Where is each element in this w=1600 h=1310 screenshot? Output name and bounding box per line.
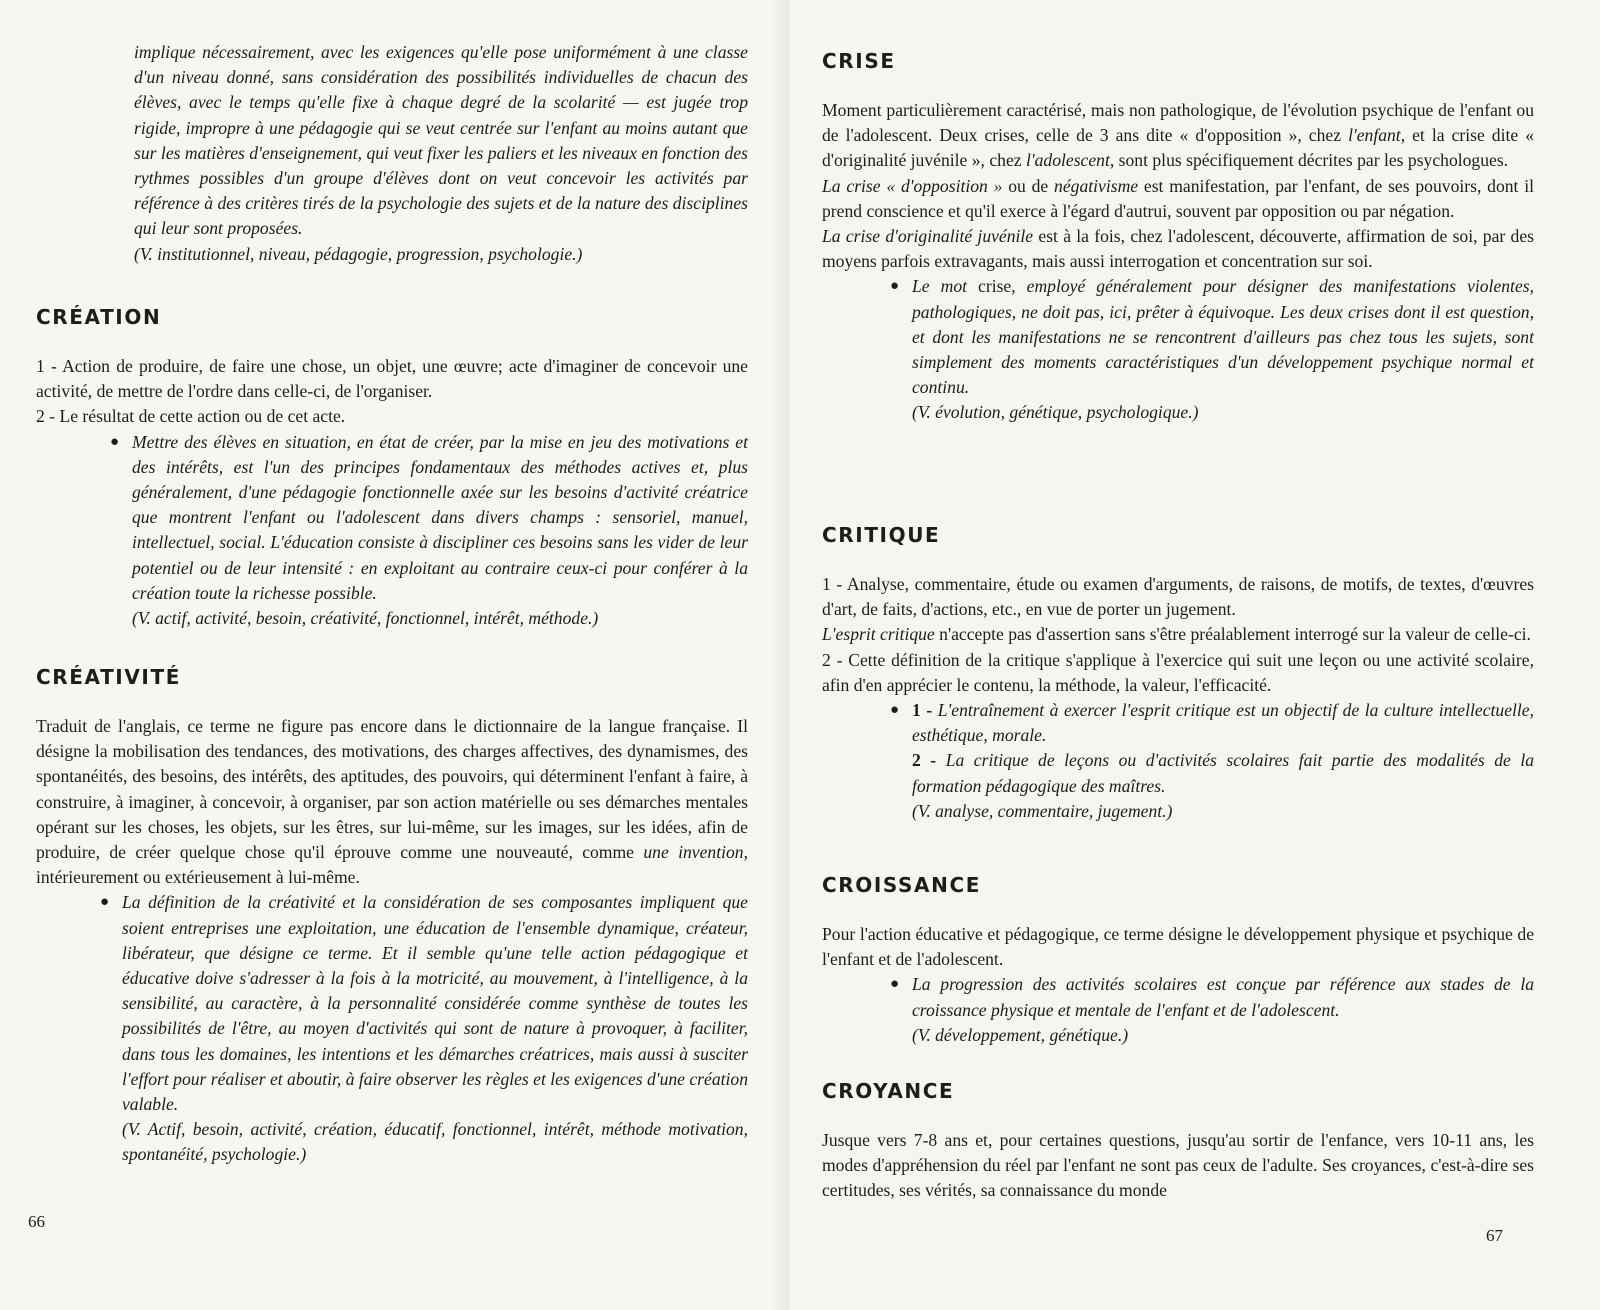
entry-crise: [822, 48, 1534, 426]
crise-note: ● Le mot crise, employé généralement pour désigner des manifestations violentes, pathologiques, ne doit pas, ici, prêter à équivoque. Les deux crises dont il est question, et dont les manifestations ne se rencontrent d'ailleurs pas chez tous les sujets, sont simplement des moments caractéristiques d'un développement psychique normal et continu. (V. évolution, génétique, psychologique.): [912, 274, 1534, 425]
entry-creation: [36, 304, 748, 631]
critique-note-1: 1 - L'entraînement à exercer l'esprit critique est un objectif de la culture intellectuelle, esthétique, morale.: [912, 700, 1534, 746]
creativite-note-text: La définition de la créativité et la considération de ses composantes impliquent que soient entreprises une exploitation, une éducation de l'ensemble dynamique, créateur, libérateur, que désigne ce terme. Et il semble qu'une telle action pédagogique et éducative doive s'adresser à la fois à la motricité, au mouvement, à l'intelligence, à la sensibilité, au caractère, à la personnalité considérée comme synthèse de toutes les possibilités de l'être, au moyen d'activités qui sont de nature à provoquer, à faciliter, dans tous les domaines, les intentions et les démarches créatrices, mais aussi à susciter l'effort pour réaliser et aboutir, à faire observer les règles et les exigences d'une création valable.: [122, 892, 748, 1115]
creation-note: [132, 430, 748, 632]
critique-note-2: 2 - La critique de leçons ou d'activités scolaires fait partie des modalités de la formation pédagogique des maîtres.: [912, 750, 1535, 796]
headword-creativite: CRÉATIVITÉ: [36, 665, 181, 689]
headword-creation: CRÉATION: [36, 305, 162, 329]
bullet-icon: [890, 274, 899, 299]
creativite-definition: Traduit de l'anglais, ce terme ne figure pas encore dans le dictionnaire de la langue française. Il désigne la mobilisation des tendances, des motivations, des charges affectives, des dynamismes, des spontanéités, des besoins, des intérêts, des aptitudes, des pouvoirs, qui déterminent l'enfant à faire, à construire, à imaginer, à concevoir, à organiser, par son action matérielle ou ses démarches mentales opérant sur les choses, les objets, sur les êtres, sur lui-même, sur les images, sur les idées, afin de produire, de créer quelque chose qu'il éprouve comme une nouveauté, comme une invention, intérieurement ou extérieusement à lui-même.: [36, 716, 748, 888]
headword-critique: CRITIQUE: [822, 523, 941, 547]
crise-definition-b: La crise « d'opposition » ou de négativisme est manifestation, par l'enfant, de ses pouvoirs, dont il prend conscience et qu'il exerce à l'égard d'autrui, souvent par opposition ou par négation.: [822, 175, 1535, 221]
creation-note-text: Mettre des élèves en situation, en état de créer, par la mise en jeu des motivations et des intérêts, est l'un des principes fondamentaux des méthodes actives et, plus généralement, d'une pédagogie fonctionnelle axée sur les besoins d'activité créatrice que montrent l'enfant ou l'adolescent dans divers champs : sensoriel, manuel, intellectuel, social. L'éducation consiste à discipliner ces besoins sans les vider de leur potentiel ou de leur intensité : en exploitant au contraire ceux-ci pour conférer à la création toute la richesse possible.: [132, 431, 748, 603]
headword-crise: CRISE: [822, 49, 896, 73]
creativite-see-also: (V. Actif, besoin, activité, création, éducatif, fonctionnel, intérêt, méthode motivation, spontanéité, psychologie.): [122, 1119, 748, 1165]
entry-croissance: [822, 872, 1534, 1048]
crise-definition-a: Moment particulièrement caractérisé, mais non pathologique, de l'évolution psychique de l'enfant ou de l'adolescent. Deux crises, celle de 3 ans dite « d'opposition », chez l'enfant, et la crise dite « d'originalité juvénile », chez l'adolescent, sont plus spécifiquement décrites par les psychologues.: [822, 100, 1534, 171]
critique-definition-1: 1 - Analyse, commentaire, étude ou examen d'arguments, de raisons, de motifs, de textes, d'œuvres d'art, de faits, d'actions, etc., en vue de porter un jugement.: [822, 574, 1534, 620]
croissance-note: ● La progression des activités scolaires est conçue par référence aux stades de la croissance physique et mentale de l'enfant et de l'adolescent. (V. développement, génétique.): [912, 972, 1534, 1048]
entry-creativite: [36, 664, 748, 1168]
croissance-definition: Pour l'action éducative et pédagogique, ce terme désigne le développement physique et psychique de l'enfant et de l'adolescent.: [822, 924, 1534, 970]
continuation-block: [134, 40, 748, 267]
critique-definition-1b: L'esprit critique n'accepte pas d'assertion sans s'être préalablement interrogé sur la valeur de celle-ci.: [822, 624, 1531, 645]
creation-definition-2: 2 - Le résultat de cette action ou de cet acte.: [36, 406, 346, 427]
creativite-note: [122, 890, 748, 1167]
bullet-icon: [100, 890, 109, 915]
critique-see-also: (V. analyse, commentaire, jugement.): [912, 800, 1173, 821]
critique-note: [912, 698, 1534, 824]
crise-definition-c: La crise d'originalité juvénile est à la fois, chez l'adolescent, découverte, affirmation de soi, par des moyens parfois extravagants, mais aussi interrogation et concentration sur soi.: [822, 226, 1534, 272]
continuation-see-also: (V. institutionnel, niveau, pédagogie, progression, psychologie.): [134, 243, 583, 264]
entry-critique: [822, 522, 1534, 824]
continuation-text: implique nécessairement, avec les exigences qu'elle pose uniformément à une classe d'un niveau donné, sans considération des possibilités individuelles de chacun des élèves, avec le temps qu'elle fixe à chaque degré de la scolarité — est jugée trop rigide, impropre à une pédagogie qui se veut centrée sur l'enfant au moins autant que sur les matières d'enseignement, qui veut fixer les paliers et les niveaux en fonction des rythmes possibles d'un groupe d'élèves dont on veut concevoir les activités par référence à des critères tirés de la psychologie des sujets et de la nature des disciplines qui leur sont proposées.: [134, 42, 748, 239]
headword-croissance: CROISSANCE: [822, 873, 981, 897]
right-page: [790, 0, 1600, 1310]
croyance-definition: Jusque vers 7-8 ans et, pour certaines questions, jusqu'au sortir de l'enfance, vers 10-11 ans, les modes d'appréhension du réel par l'enfant ne sont pas ceux de l'adulte. Ses croyances, c'est-à-dire ses certitudes, ses vérités, sa connaissance du monde: [822, 1130, 1534, 1201]
creation-definition-1: 1 - Action de produire, de faire une chose, un objet, une œuvre; acte d'imaginer de concevoir une activité, de mettre de l'ordre dans celle-ci, de l'organiser.: [36, 356, 748, 402]
critique-definition-2: 2 - Cette définition de la critique s'applique à l'exercice qui suit une leçon ou une activité scolaire, afin d'en apprécier le contenu, la méthode, la valeur, l'efficacité.: [822, 649, 1534, 695]
headword-croyance: CROYANCE: [822, 1079, 955, 1103]
bullet-icon: [890, 698, 899, 723]
left-page: [0, 0, 790, 1310]
entry-croyance: [822, 1078, 1534, 1204]
page-number-left: 66: [28, 1212, 45, 1231]
creation-see-also: (V. actif, activité, besoin, créativité, fonctionnel, intérêt, méthode.): [132, 608, 599, 629]
croissance-see-also: (V. développement, génétique.): [912, 1024, 1129, 1045]
crise-see-also: (V. évolution, génétique, psychologique.): [912, 402, 1199, 423]
page-number-right: 67: [1486, 1226, 1503, 1245]
bullet-icon: [890, 972, 899, 997]
bullet-icon: [110, 430, 119, 455]
